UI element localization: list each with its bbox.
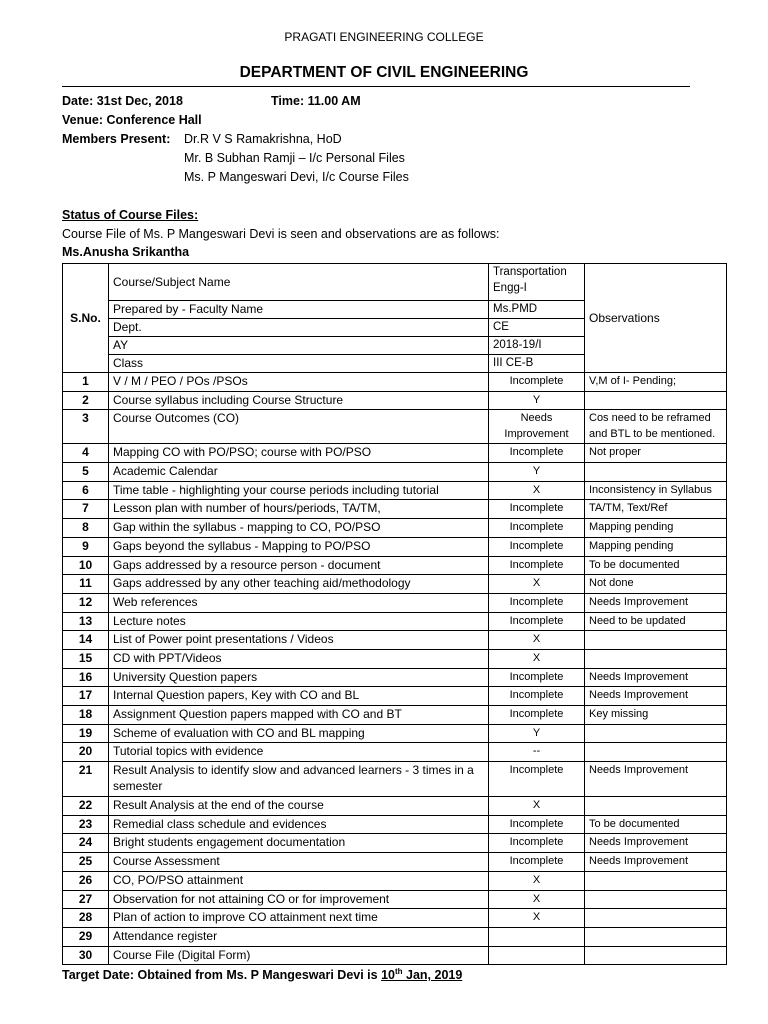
row-status: Incomplete: [489, 815, 585, 834]
table-row: [63, 649, 727, 668]
course-file-table: [62, 263, 727, 965]
row-observation: Needs Improvement: [585, 668, 727, 687]
row-status: --: [489, 743, 585, 762]
target-day-suffix: th: [394, 967, 403, 976]
target-date-value: [381, 968, 462, 982]
row-status: X: [489, 871, 585, 890]
table-row: [63, 519, 727, 538]
row-status: X: [489, 575, 585, 594]
table-row: [63, 946, 727, 965]
row-observation: [585, 649, 727, 668]
row-number: 15: [63, 649, 109, 668]
row-item: Time table - highlighting your course periods including tutorial: [109, 481, 489, 500]
row-item: Mapping CO with PO/PSO; course with PO/PSO: [109, 444, 489, 463]
table-row: [63, 927, 727, 946]
row-observation: [585, 927, 727, 946]
observations-header: Observations: [585, 264, 727, 373]
row-status: Needs Improvement: [489, 410, 585, 444]
target-day: 10: [381, 968, 395, 983]
row-number: 8: [63, 519, 109, 538]
row-status: Incomplete: [489, 537, 585, 556]
table-row: [63, 890, 727, 909]
status-heading: Status of Course Files:: [62, 208, 199, 222]
row-item: Tutorial topics with evidence: [109, 743, 489, 762]
header-label: AY: [109, 337, 489, 355]
row-number: 12: [63, 593, 109, 612]
header-label: Class: [109, 355, 489, 373]
row-number: 9: [63, 537, 109, 556]
row-item: Result Analysis to identify slow and advanced learners - 3 times in a semester: [109, 762, 489, 797]
row-item: University Question papers: [109, 668, 489, 687]
row-item: Course File (Digital Form): [109, 946, 489, 965]
table-row: [63, 612, 727, 631]
header-value: Transportation Engg-I: [489, 264, 585, 301]
table-row: [63, 834, 727, 853]
row-item: Attendance register: [109, 927, 489, 946]
header-value: CE: [489, 319, 585, 337]
row-number: 14: [63, 631, 109, 650]
row-number: 21: [63, 762, 109, 797]
row-observation: Key missing: [585, 706, 727, 725]
table-row: [63, 853, 727, 872]
row-status: Incomplete: [489, 444, 585, 463]
row-status: Incomplete: [489, 762, 585, 797]
table-row: [63, 687, 727, 706]
table-row: [63, 556, 727, 575]
row-status: X: [489, 797, 585, 816]
table-row: [63, 762, 727, 797]
row-status: Incomplete: [489, 593, 585, 612]
row-item: Plan of action to improve CO attainment next time: [109, 909, 489, 928]
row-number: 2: [63, 391, 109, 410]
header-row-course: [63, 264, 727, 301]
table-row: [63, 871, 727, 890]
table-row: [63, 481, 727, 500]
row-item: Observation for not attaining CO or for improvement: [109, 890, 489, 909]
row-observation: Mapping pending: [585, 537, 727, 556]
target-prefix: Target Date: Obtained from Ms. P Mangeswari Devi is: [62, 968, 382, 983]
row-number: 30: [63, 946, 109, 965]
row-item: Course Assessment: [109, 853, 489, 872]
row-item: Course syllabus including Course Structure: [109, 391, 489, 410]
table-row: [63, 444, 727, 463]
table-row: [63, 537, 727, 556]
table-row: [63, 724, 727, 743]
sno-header: S.No.: [63, 264, 109, 373]
row-number: 1: [63, 373, 109, 392]
college-name: PRAGATI ENGINEERING COLLEGE: [284, 30, 484, 44]
intro-text: Course File of Ms. P Mangeswari Devi is seen and observations are as follows:: [62, 227, 500, 241]
row-status: Incomplete: [489, 668, 585, 687]
row-number: 4: [63, 444, 109, 463]
row-observation: Needs Improvement: [585, 853, 727, 872]
row-item: CO, PO/PSO attainment: [109, 871, 489, 890]
table-row: [63, 463, 727, 482]
header-value: 2018-19/I: [489, 337, 585, 355]
row-observation: [585, 391, 727, 410]
row-number: 6: [63, 481, 109, 500]
row-status: [489, 946, 585, 965]
row-observation: Needs Improvement: [585, 593, 727, 612]
row-status: Incomplete: [489, 706, 585, 725]
row-item: V / M / PEO / POs /PSOs: [109, 373, 489, 392]
row-item: Gap within the syllabus - mapping to CO, PO/PSO: [109, 519, 489, 538]
row-status: Incomplete: [489, 519, 585, 538]
row-observation: [585, 890, 727, 909]
row-observation: Needs Improvement: [585, 834, 727, 853]
row-item: Bright students engagement documentation: [109, 834, 489, 853]
table-row: [63, 373, 727, 392]
table-row: [63, 668, 727, 687]
table-row: [63, 797, 727, 816]
row-number: 17: [63, 687, 109, 706]
row-status: X: [489, 909, 585, 928]
row-observation: [585, 743, 727, 762]
table-row: [63, 631, 727, 650]
header-value: III CE-B: [489, 355, 585, 373]
row-number: 13: [63, 612, 109, 631]
member-1: Dr.R V S Ramakrishna, HoD: [184, 132, 342, 146]
row-item: Assignment Question papers mapped with CO and BT: [109, 706, 489, 725]
table-row: [63, 743, 727, 762]
table-row: [63, 575, 727, 594]
member-2: Mr. B Subhan Ramji – I/c Personal Files: [184, 151, 405, 165]
row-observation: [585, 463, 727, 482]
row-number: 10: [63, 556, 109, 575]
row-observation: [585, 871, 727, 890]
target-rest: Jan, 2019: [402, 968, 463, 983]
row-status: Y: [489, 463, 585, 482]
header-label: Dept.: [109, 319, 489, 337]
members-label: Members Present:: [62, 132, 171, 146]
header-label: Course/Subject Name: [109, 264, 489, 301]
table-row: [63, 500, 727, 519]
row-observation: Need to be updated: [585, 612, 727, 631]
meeting-time: Time: 11.00 AM: [271, 94, 361, 108]
row-item: Remedial class schedule and evidences: [109, 815, 489, 834]
row-status: Incomplete: [489, 687, 585, 706]
row-observation: Needs Improvement: [585, 687, 727, 706]
row-observation: Not proper: [585, 444, 727, 463]
row-item: List of Power point presentations / Videos: [109, 631, 489, 650]
row-item: Gaps addressed by a resource person - document: [109, 556, 489, 575]
row-number: 26: [63, 871, 109, 890]
row-number: 23: [63, 815, 109, 834]
row-observation: Inconsistency in Syllabus: [585, 481, 727, 500]
target-date: [62, 967, 462, 982]
row-status: X: [489, 890, 585, 909]
row-status: Incomplete: [489, 373, 585, 392]
row-status: Incomplete: [489, 556, 585, 575]
row-status: Y: [489, 391, 585, 410]
row-item: Gaps addressed by any other teaching aid/methodology: [109, 575, 489, 594]
row-observation: [585, 946, 727, 965]
row-observation: [585, 797, 727, 816]
row-item: Lesson plan with number of hours/periods, TA/TM,: [109, 500, 489, 519]
department-title: DEPARTMENT OF CIVIL ENGINEERING: [239, 64, 529, 81]
row-status: Incomplete: [489, 500, 585, 519]
table-row: [63, 410, 727, 444]
row-status: Incomplete: [489, 612, 585, 631]
row-item: Course Outcomes (CO): [109, 410, 489, 444]
faculty-name: Ms.Anusha Srikantha: [62, 245, 190, 259]
table-row: [63, 706, 727, 725]
row-status: [489, 927, 585, 946]
row-number: 7: [63, 500, 109, 519]
row-status: Y: [489, 724, 585, 743]
row-observation: Not done: [585, 575, 727, 594]
meeting-date: Date: 31st Dec, 2018: [62, 94, 183, 108]
row-observation: To be documented: [585, 556, 727, 575]
table-row: [63, 391, 727, 410]
row-item: Result Analysis at the end of the course: [109, 797, 489, 816]
row-observation: [585, 724, 727, 743]
row-number: 11: [63, 575, 109, 594]
row-observation: TA/TM, Text/Ref: [585, 500, 727, 519]
row-number: 27: [63, 890, 109, 909]
row-status: Incomplete: [489, 834, 585, 853]
row-number: 28: [63, 909, 109, 928]
row-number: 19: [63, 724, 109, 743]
row-observation: Mapping pending: [585, 519, 727, 538]
row-number: 24: [63, 834, 109, 853]
row-status: X: [489, 631, 585, 650]
row-status: X: [489, 649, 585, 668]
row-number: 5: [63, 463, 109, 482]
row-observation: V,M of I- Pending;: [585, 373, 727, 392]
row-item: Web references: [109, 593, 489, 612]
row-item: Lecture notes: [109, 612, 489, 631]
header-label: Prepared by - Faculty Name: [109, 301, 489, 319]
table-row: [63, 593, 727, 612]
row-number: 25: [63, 853, 109, 872]
row-number: 29: [63, 927, 109, 946]
row-status: X: [489, 481, 585, 500]
row-number: 22: [63, 797, 109, 816]
row-observation: [585, 909, 727, 928]
row-observation: [585, 631, 727, 650]
row-item: Scheme of evaluation with CO and BL mapping: [109, 724, 489, 743]
member-3: Ms. P Mangeswari Devi, I/c Course Files: [184, 170, 409, 184]
row-item: Academic Calendar: [109, 463, 489, 482]
row-number: 3: [63, 410, 109, 444]
row-observation: Needs Improvement: [585, 762, 727, 797]
row-number: 18: [63, 706, 109, 725]
row-item: Gaps beyond the syllabus - Mapping to PO/PSO: [109, 537, 489, 556]
row-observation: To be documented: [585, 815, 727, 834]
row-number: 16: [63, 668, 109, 687]
header-value: Ms.PMD: [489, 301, 585, 319]
row-observation: Cos need to be reframed and BTL to be mentioned.: [585, 410, 727, 444]
row-status: Incomplete: [489, 853, 585, 872]
header-rule: [62, 86, 690, 87]
row-item: Internal Question papers, Key with CO and BL: [109, 687, 489, 706]
table-row: [63, 909, 727, 928]
table-row: [63, 815, 727, 834]
meeting-venue: Venue: Conference Hall: [62, 113, 202, 127]
row-number: 20: [63, 743, 109, 762]
row-item: CD with PPT/Videos: [109, 649, 489, 668]
